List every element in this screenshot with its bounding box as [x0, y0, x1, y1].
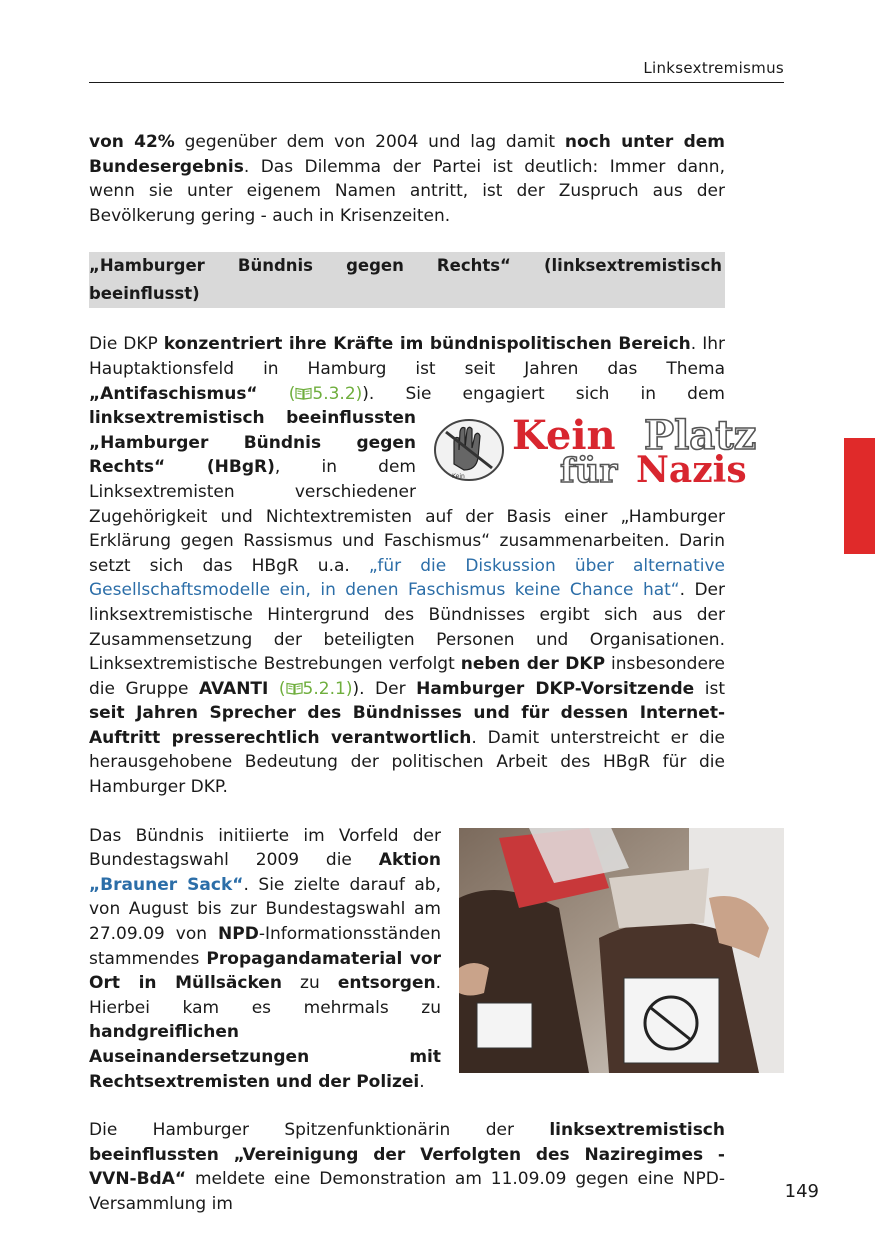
main-text-column [89, 130, 757, 1217]
paragraph-3-block [89, 824, 725, 1095]
paragraph-3: Das Bündnis initiierte im Vorfeld der Bundestagswahl 2009 die Aktion „Brauner Sack“. Sie zielte darauf ab, von August bis zur Bundestagswahl am 27.09.09 von NPD-Informationsständen stammendes Propagandamaterial vor Ort in Müllsäcken zu entsorgen. Hierbei kam es mehrmals zu handgreiflichen Auseinandersetzungen mit Rechtsextremisten und der Polizei. [89, 825, 441, 1092]
logo-word-kein: Kein [512, 414, 616, 460]
running-header: Linksextremismus [643, 59, 784, 77]
reference-link[interactable]: 5.2.1 [302, 678, 346, 699]
kein-platz-fuer-nazis-logo [432, 414, 784, 486]
header-rule [89, 82, 784, 83]
paragraph-4: Die Hamburger Spitzenfunktionärin der linksextremistisch beeinflussten „Vereinigung der Verfolgten des Naziregimes - VVN-BdA“ meldete eine Demonstration am 11.09.09 gegen eine NPD-Versammlung im [89, 1120, 725, 1214]
logo-word-fuer: für [560, 451, 618, 487]
chapter-tab-marker [844, 438, 875, 554]
reference-link[interactable]: 5.3.2 [312, 383, 356, 404]
logo-word-platz: Platz [644, 414, 757, 460]
book-icon [286, 682, 303, 695]
section-heading: „Hamburger Bündnis gegen Rechts“ (linksextremistisch beeinflusst) [89, 252, 725, 308]
book-icon [295, 387, 312, 400]
paragraph-2: Die DKP konzentriert ihre Kräfte im bündnispolitischen Bereich. Ihr Hauptaktionsfeld in Hamburg ist seit Jahren das Thema „Antifaschismus“ ( 5.3.2)). Sie engagiert sich in dem Kein Kein Platz für Nazis linksextremistisch beeinflussten „Hamburger Bündnis gegen Rechts“ (HBgR), in dem Linksextremisten verschiedener Zugehörigkeit und Nichtextremisten auf der Basis einer „Hamburger Erklärung gegen Rassismus und Faschismus“ zusammenarbeiten. Darin setzt sich das HBgR u.a. „für die Diskussion über alternative Gesellschaftsmodelle ein, in denen Faschismus keine Chance hat“. Der linksextremistische Hintergrund des Bündnisses ergibt sich aus der Zusammensetzung der beteiligten Personen und Organisationen. Linksextremistische Bestrebungen verfolgt neben der DKP insbesondere die Gruppe AVANTI ( 5.2.1)). Der Hamburger DKP-Vorsitzende ist seit Jahren Sprecher des Bündnisses und für dessen Internet-Auftritt presserechtlich verantwortlich. Damit unterstreicht er die herausgehobene Bedeutung der politischen Arbeit des HBgR für die Hamburger DKP. [89, 332, 725, 799]
logo-word-nazis: Nazis [636, 449, 747, 487]
paragraph-1: von 42% gegenüber dem von 2004 und lag damit noch unter dem Bundesergebnis. Das Dilemma der Partei ist deutlich: Immer dann, wenn sie unter eigenem Namen antritt, ist der Zuspruch aus der Bevölkerung gering - auch in Krisenzeiten. [89, 132, 725, 226]
page-number: 149 [784, 1181, 819, 1202]
svg-text:Kein: Kein [452, 473, 465, 481]
brauner-sack-photo [459, 828, 784, 1073]
